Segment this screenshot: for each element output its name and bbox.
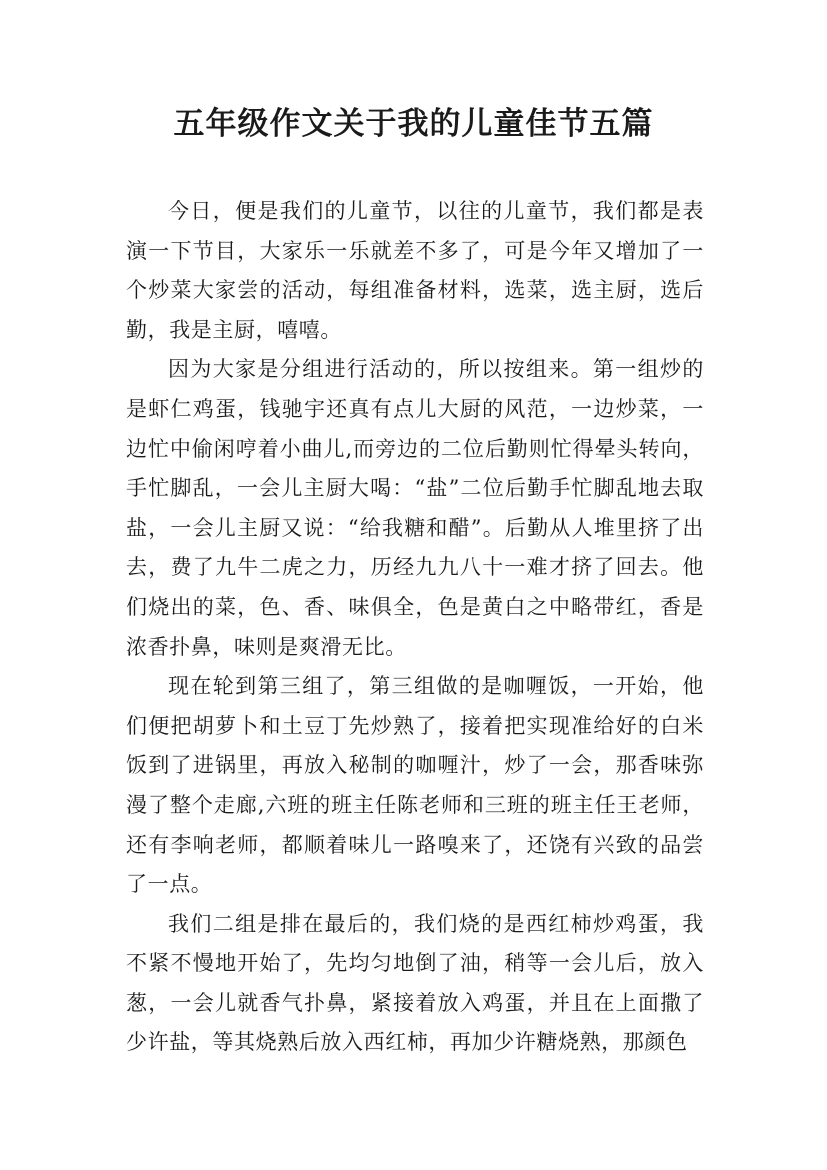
document-title: 五年级作文关于我的儿童佳节五篇: [173, 106, 654, 142]
paragraph: 现在轮到第三组了，第三组做的是咖喱饭，一开始，他们便把胡萝卜和土豆丁先炒熟了，接着把实现准给好的白米饭到了进锅里，再放入秘制的咖喱汁，炒了一会，那香味弥漫了整个走廊,六班的班主任陈老师和三班的班主任王老师，还有李响老师，都顺着味儿一路嗅来了，还饶有兴致的品尝了一点。: [126, 674, 704, 897]
document-body: [126, 192, 704, 1063]
paragraph: 因为大家是分组进行活动的，所以按组来。第一组炒的是虾仁鸡蛋，钱驰宇还真有点儿大厨的风范，一边炒菜，一边忙中偷闲哼着小曲儿,而旁边的二位后勤则忙得晕头转向，手忙脚乱，一会儿主厨大喝：“盐”二位后勤手忙脚乱地去取盐，一会儿主厨又说：“给我糖和醋”。后勤从人堆里挤了出去，费了九牛二虎之力，历经九九八十一难才挤了回去。他们烧出的菜，色、香、味俱全，色是黄白之中略带红，香是浓香扑鼻，味则是爽滑无比。: [126, 357, 704, 659]
paragraph: 我们二组是排在最后的，我们烧的是西红柿炒鸡蛋，我不紧不慢地开始了，先均匀地倒了油，稍等一会儿后，放入葱，一会儿就香气扑鼻，紧接着放入鸡蛋，并且在上面撒了少许盐，等其烧熟后放入西红柿，再加少许糖烧熟，那颜色: [126, 911, 704, 1055]
paragraph: 今日，便是我们的儿童节，以往的儿童节，我们都是表演一下节目，大家乐一乐就差不多了，可是今年又增加了一个炒菜大家尝的活动，每组准备材料，选菜，选主厨，选后勤，我是主厨，嘻嘻。: [126, 199, 704, 342]
